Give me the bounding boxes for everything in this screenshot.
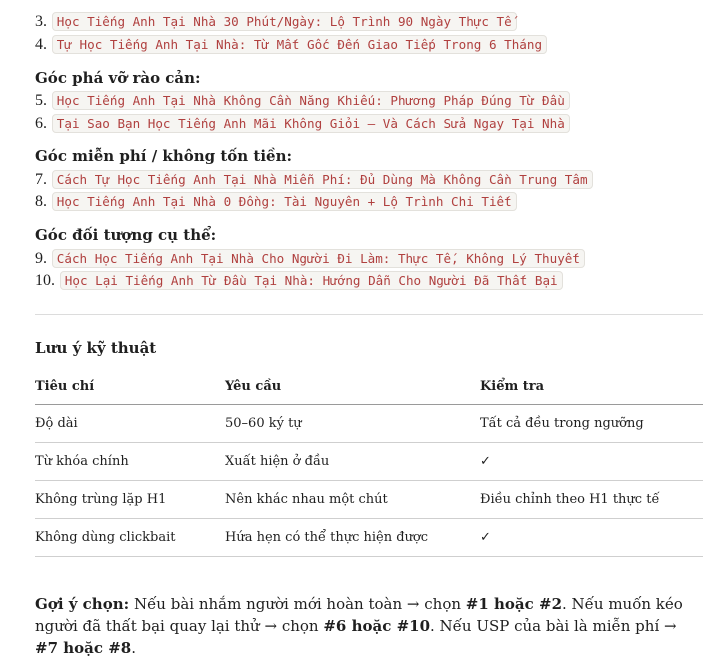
title-option-code: Cách Học Tiếng Anh Tại Nhà Cho Người Đi Làm: Thực Tế, Không Lý Thuyết [52, 249, 585, 268]
section-divider [35, 314, 703, 315]
table-row [35, 405, 703, 443]
technical-criteria-table [35, 368, 703, 557]
table-cell: Xuất hiện ở đầu [225, 443, 480, 481]
checkmark-cell: ✓ [480, 519, 703, 557]
column-header: Kiểm tra [480, 368, 703, 405]
table-cell: Từ khóa chính [35, 443, 225, 481]
group-heading-free: Góc miễn phí / không tốn tiền: [35, 147, 293, 165]
suggestion-text: . Nếu USP của bài là miễn phí → [430, 617, 677, 635]
column-header: Yêu cầu [225, 368, 480, 405]
group-heading-barrier: Góc phá vỡ rào cản: [35, 69, 201, 87]
list-number: 5. [35, 92, 47, 109]
column-header: Tiêu chí [35, 368, 225, 405]
table-header-row [35, 368, 703, 405]
list-item [35, 113, 570, 134]
table-cell: Không trùng lặp H1 [35, 481, 225, 519]
table-cell: 50–60 ký tự [225, 405, 480, 443]
list-number: 3. [35, 13, 47, 30]
table-cell: Hứa hẹn có thể thực hiện được [225, 519, 480, 557]
table-cell: Điều chỉnh theo H1 thực tế [480, 481, 703, 519]
list-number: 6. [35, 115, 47, 132]
table-row [35, 481, 703, 519]
list-number: 10. [35, 272, 55, 289]
list-number: 4. [35, 36, 47, 53]
title-option-code: Học Tiếng Anh Tại Nhà Không Cần Năng Khiếu: Phương Pháp Đúng Từ Đầu [52, 91, 570, 110]
table-cell: Nên khác nhau một chút [225, 481, 480, 519]
suggestion-choice: #6 hoặc #10 [323, 617, 431, 635]
title-option-code: Tự Học Tiếng Anh Tại Nhà: Từ Mất Gốc Đến Giao Tiếp Trong 6 Tháng [52, 35, 547, 54]
table-cell: Tất cả đều trong ngưỡng [480, 405, 703, 443]
title-option-code: Học Lại Tiếng Anh Từ Đầu Tại Nhà: Hướng Dẫn Cho Người Đã Thất Bại [60, 271, 563, 290]
selection-suggestion [35, 593, 703, 659]
list-item [35, 90, 570, 111]
table-row [35, 443, 703, 481]
list-number: 7. [35, 171, 47, 188]
suggestion-choice: #1 hoặc #2 [465, 595, 562, 613]
list-item [35, 248, 585, 269]
title-option-code: Học Tiếng Anh Tại Nhà 0 Đồng: Tài Nguyên + Lộ Trình Chi Tiết [52, 192, 517, 211]
suggestion-label: Gợi ý chọn: [35, 595, 130, 613]
suggestion-choice: #7 hoặc #8 [35, 639, 132, 657]
title-option-code: Cách Tự Học Tiếng Anh Tại Nhà Miễn Phí: Đủ Dùng Mà Không Cần Trung Tâm [52, 170, 593, 189]
list-number: 9. [35, 250, 47, 267]
title-option-code: Tại Sao Bạn Học Tiếng Anh Mãi Không Giỏi — Và Cách Sửa Ngay Tại Nhà [52, 114, 570, 133]
checkmark-cell: ✓ [480, 443, 703, 481]
list-number: 8. [35, 193, 47, 210]
table-cell: Không dùng clickbait [35, 519, 225, 557]
list-item [35, 169, 593, 190]
technical-notes-heading: Lưu ý kỹ thuật [35, 339, 157, 357]
table-row [35, 519, 703, 557]
suggestion-text: Nếu bài nhắm người mới hoàn toàn → chọn [129, 595, 466, 613]
table-cell: Độ dài [35, 405, 225, 443]
suggestion-text: . [131, 639, 136, 657]
list-item [35, 34, 547, 55]
list-item [35, 11, 517, 32]
group-heading-audience: Góc đối tượng cụ thể: [35, 226, 217, 244]
list-item [35, 270, 563, 291]
suggestion-text: . Nếu muốn kéo người đã thất bại quay lại thử → chọn [35, 595, 683, 635]
list-item [35, 191, 517, 212]
title-option-code: Học Tiếng Anh Tại Nhà 30 Phút/Ngày: Lộ Trình 90 Ngày Thực Tế [52, 12, 517, 31]
